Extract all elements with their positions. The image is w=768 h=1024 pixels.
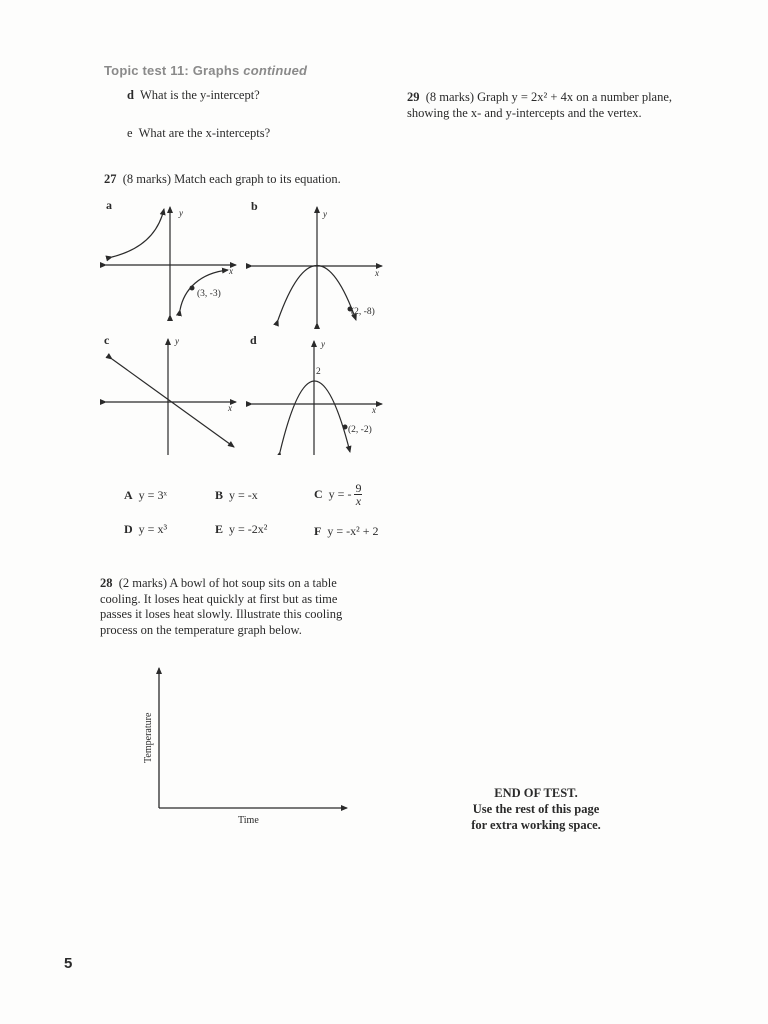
option-f-letter: F <box>314 524 322 538</box>
end-line-2: Use the rest of this page <box>472 802 600 816</box>
question-29 <box>407 90 697 121</box>
end-line-3: for extra working space. <box>471 818 601 832</box>
option-c-letter: C <box>314 487 323 501</box>
option-d <box>124 522 167 537</box>
page-number: 5 <box>64 955 73 972</box>
option-c-numerator: 9 <box>355 481 362 495</box>
question-27-prompt: (8 marks) Match each graph to its equation. <box>122 172 341 186</box>
question-e-text: What are the x-intercepts? <box>138 126 271 140</box>
question-27 <box>104 172 341 187</box>
option-c <box>314 482 362 507</box>
page-header <box>104 63 307 78</box>
graph-c-y-label: y <box>175 336 179 346</box>
option-e <box>215 522 267 537</box>
option-f-equation: y = -x² + 2 <box>327 524 379 538</box>
question-d <box>127 88 260 103</box>
graph-c <box>106 339 236 455</box>
graph-d-label: d <box>250 333 257 347</box>
option-a-equation: y = 3ˣ <box>138 488 167 502</box>
temperature-axis-label: Temperature <box>143 712 154 763</box>
graph-a-point <box>190 286 195 291</box>
graph-d-intercept-label: 2 <box>316 367 321 377</box>
option-f <box>314 524 378 539</box>
graph-c-label: c <box>104 333 110 347</box>
graphs-figure <box>100 195 400 455</box>
time-axis-label: Time <box>238 815 259 826</box>
question-d-text: What is the y-intercept? <box>139 88 260 102</box>
option-a <box>124 488 167 503</box>
graph-b-x-label: x <box>375 268 379 278</box>
graph-d-y-label: y <box>321 339 325 349</box>
option-c-denominator: x <box>355 494 362 508</box>
temperature-graph <box>130 662 360 837</box>
graph-b-point-label: (2, -8) <box>351 307 375 317</box>
question-29-text: (8 marks) Graph y = 2x² + 4x on a number plane, showing the x- and y-intercepts and the vertex. <box>407 90 673 120</box>
end-line-1: END OF TEST. <box>494 786 578 800</box>
graph-a-y-label: y <box>179 208 183 218</box>
option-b-equation: y = -x <box>229 488 258 502</box>
question-28-number: 28 <box>100 576 113 590</box>
graph-c-line <box>112 359 234 447</box>
option-a-letter: A <box>124 488 133 502</box>
graph-d-x-label: x <box>372 405 376 415</box>
option-c-equation-prefix: y = - <box>328 487 352 501</box>
graph-c-x-label: x <box>228 403 232 413</box>
option-e-equation: y = -2x² <box>229 522 268 536</box>
graph-d <box>252 341 382 455</box>
option-d-equation: y = x³ <box>138 522 168 536</box>
graph-a-curve-upper <box>112 209 164 257</box>
graph-b-y-label: y <box>323 209 327 219</box>
graph-b-label: b <box>251 199 258 213</box>
option-d-letter: D <box>124 522 133 536</box>
graph-d-point-label: (2, -2) <box>348 425 372 435</box>
graph-a-label: a <box>106 198 112 212</box>
question-d-label: d <box>127 88 134 102</box>
question-e-label: e <box>127 126 133 140</box>
question-28-text: (2 marks) A bowl of hot soup sits on a table cooling. It loses heat quickly at first but as time passes it loses heat slowly. Illustrate this cooling process on the temperature graph below. <box>100 576 343 637</box>
question-27-number: 27 <box>104 172 117 186</box>
header-continued: continued <box>243 63 308 78</box>
question-28 <box>100 576 368 638</box>
header-title: Topic test 11: Graphs <box>104 63 240 78</box>
option-b <box>215 488 258 503</box>
graph-d-parabola <box>280 381 350 452</box>
graph-a-x-label: x <box>229 266 233 276</box>
option-b-letter: B <box>215 488 224 502</box>
option-e-letter: E <box>215 522 224 536</box>
question-29-number: 29 <box>407 90 420 104</box>
graph-d-point <box>343 425 348 430</box>
question-e <box>127 126 270 141</box>
option-c-fraction <box>354 482 362 507</box>
graph-a-point-label: (3, -3) <box>197 289 221 299</box>
end-of-test <box>436 785 636 833</box>
graph-b <box>252 207 382 323</box>
